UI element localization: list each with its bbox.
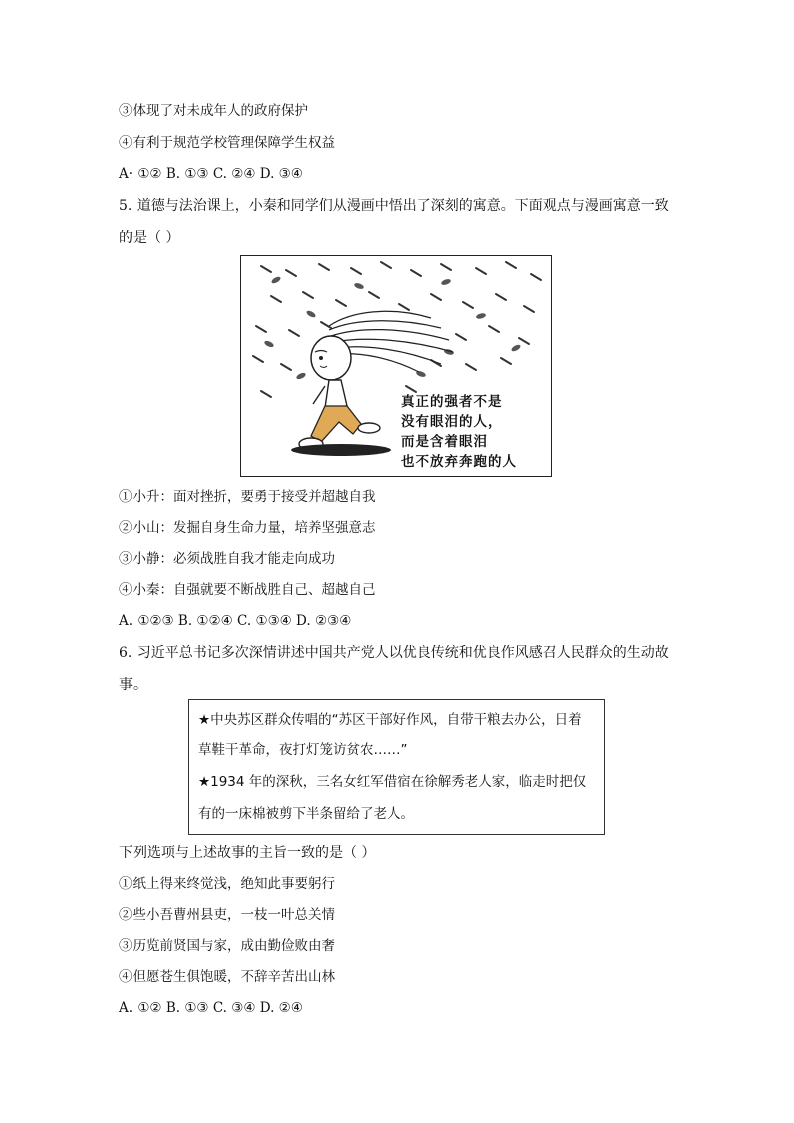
story-line: ★中央苏区群众传唱的“苏区干部好作风，自带干粮去办公，日着 (198, 712, 582, 728)
story-line: 有的一床棉被剪下半条留给了老人。 (198, 806, 414, 822)
q6-stem-line-1: 6. 习近平总书记多次深情讲述中国共产党人以优良传统和优良作风感召人民群众的生动故 (119, 645, 669, 661)
caption-line: 而是含着眼泪 (401, 434, 488, 450)
q6-question: 下列选项与上述故事的主旨一致的是（ ） (119, 845, 376, 861)
story-line: ★1934 年的深秋，三名女红军借宿在徐解秀老人家，临走时把仅 (198, 774, 587, 790)
q5-option-1: ①小升：面对挫折，要勇于接受并超越自我 (119, 489, 376, 505)
q4-answer-choices: A· ①② B. ①③ C. ②④ D. ③④ (119, 166, 303, 182)
q6-stem-line-2: 事。 (119, 677, 147, 693)
cartoon-caption (401, 392, 517, 472)
q5-answer-choices: A. ①②③ B. ①②④ C. ①③④ D. ②③④ (119, 613, 352, 629)
caption-line: 没有眼泪的人， (401, 414, 503, 430)
story-line: 草鞋干革命，夜打灯笼访贫农……” (198, 742, 408, 758)
q6-story-box (188, 699, 605, 835)
q6-option-1: ①纸上得来终觉浅，绝知此事要躬行 (119, 876, 335, 892)
q4-option-3: ③体现了对未成年人的政府保护 (119, 103, 308, 119)
q4-option-4: ④有利于规范学校管理保障学生权益 (119, 135, 335, 151)
q6-answer-choices: A. ①② B. ①③ C. ③④ D. ②④ (119, 1000, 303, 1016)
q5-stem-line-1: 5. 道德与法治课上，小秦和同学们从漫画中悟出了深刻的寓意。下面观点与漫画寓意一致 (119, 198, 669, 214)
caption-line: 真正的强者不是 (401, 394, 503, 410)
caption-line: 也不放弃奔跑的人 (401, 454, 517, 470)
q5-option-4: ④小秦：自强就要不断战胜自己、超越自己 (119, 582, 376, 598)
q5-stem-line-2: 的是（ ） (119, 230, 180, 246)
q6-option-3: ③历览前贤国与家，成由勤俭败由奢 (119, 938, 335, 954)
q5-option-2: ②小山：发掘自身生命力量，培养坚强意志 (119, 520, 376, 536)
q5-option-3: ③小静：必须战胜自我才能走向成功 (119, 551, 335, 567)
q6-option-2: ②些小吾曹州县吏，一枝一叶总关情 (119, 907, 335, 923)
q6-option-4: ④但愿苍生俱饱暖，不辞辛苦出山林 (119, 969, 335, 985)
q5-cartoon (240, 255, 552, 477)
